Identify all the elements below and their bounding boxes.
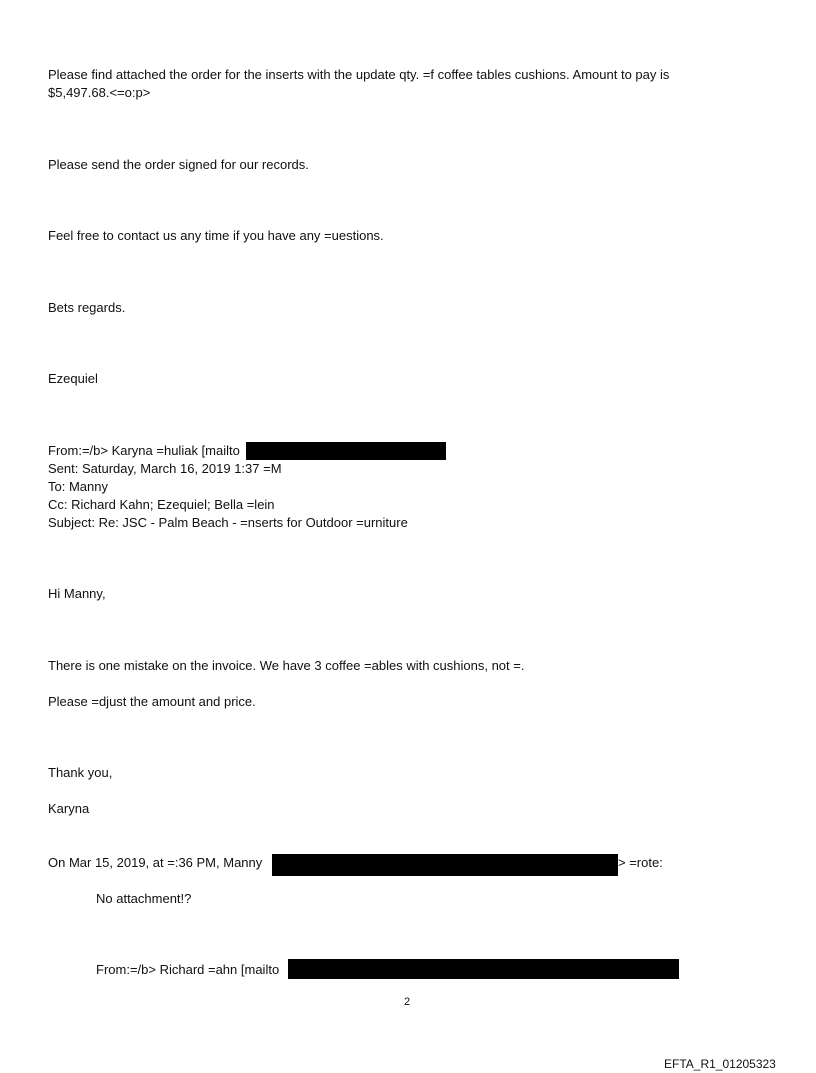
redaction-bar	[288, 959, 679, 979]
redaction-bar	[246, 442, 446, 460]
paragraph-sign-request: Please send the order signed for our records.	[48, 157, 309, 172]
reply-line-adjust: Please =djust the amount and price.	[48, 694, 256, 709]
quoted-header-prefix: On Mar 15, 2019, at =:36 PM, Manny	[48, 855, 263, 870]
header-subject: Subject: Re: JSC - Palm Beach - =nserts for Outdoor =urniture	[48, 515, 408, 530]
quoted-header-suffix: > =rote:	[618, 855, 663, 870]
header-sent: Sent: Saturday, March 16, 2019 1:37 =M	[48, 461, 282, 476]
header-cc: Cc: Richard Kahn; Ezequiel; Bella =lein	[48, 497, 275, 512]
closing-text: Bets regards.	[48, 300, 126, 315]
reply-line-mistake: There is one mistake on the invoice. We have 3 coffee =ables with cushions, not =.	[48, 658, 525, 673]
page-number: 2	[404, 996, 411, 1008]
paragraph-order-line2: $5,497.68.<=o:p>	[48, 85, 151, 100]
signature-name: Ezequiel	[48, 371, 98, 386]
redaction-bar	[272, 854, 618, 876]
header-to: To: Manny	[48, 479, 108, 494]
paragraph-contact: Feel free to contact us any time if you have any =uestions.	[48, 228, 384, 243]
reply-greeting: Hi Manny,	[48, 586, 106, 601]
document-id: EFTA_R1_01205323	[664, 1057, 776, 1071]
quoted-line-attachment: No attachment!?	[96, 891, 192, 906]
quoted-from: From:=/b> Richard =ahn [mailto	[96, 962, 280, 977]
paragraph-order-line1: Please find attached the order for the inserts with the update qty. =f coffee tables cushions. Amount to pay is	[48, 67, 670, 82]
reply-name: Karyna	[48, 801, 90, 816]
header-from: From:=/b> Karyna =huliak [mailto	[48, 443, 240, 458]
reply-thanks: Thank you,	[48, 765, 113, 780]
